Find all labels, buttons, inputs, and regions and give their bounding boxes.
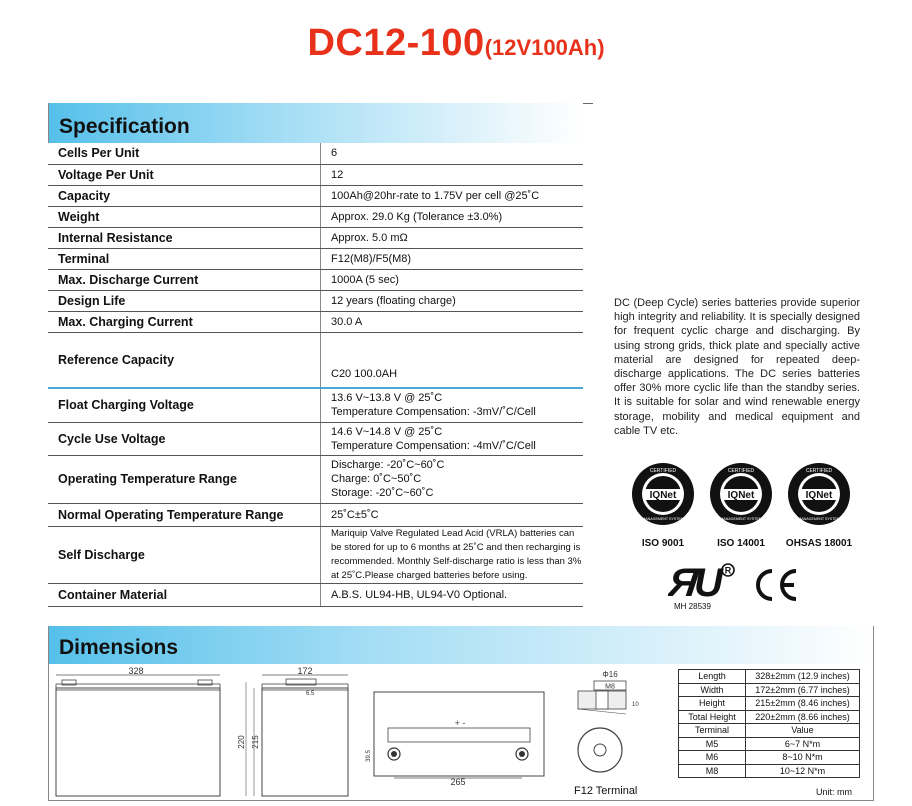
dimensions-table — [678, 669, 860, 778]
spec-row — [48, 269, 583, 290]
dimension-value: 8~10 N*m — [746, 751, 860, 765]
height-label: 215 — [251, 735, 260, 749]
spec-value-line: 30.0 A — [331, 315, 363, 328]
spec-row — [48, 227, 583, 248]
ce-mark — [752, 565, 802, 605]
seal-top: CERTIFIED — [649, 468, 677, 474]
seal-mid: IQNet — [649, 490, 677, 501]
dimension-key: Total Height — [679, 710, 746, 724]
terminal-detail-drawing — [578, 670, 639, 772]
series-description: DC (Deep Cycle) series batteries provide superior high integrity and reliability. It is specially designed for frequent cyclic charge and discharging. By using strong grids, thick plate and specially active material are designed for repeated deep-discharge applications. The DC series batteries offer 30% more cyclic life than the standby series. It is suitable for solar and wind renewable energy storage, mobility and medical equipment and cable TV etc. — [614, 297, 860, 437]
spec-label: Design Life — [48, 290, 321, 311]
spec-row — [48, 503, 583, 526]
iqnet-seal-icon — [787, 462, 851, 526]
dimension-row — [679, 764, 860, 778]
spec-row — [48, 164, 583, 185]
spec-row — [48, 290, 583, 311]
dimension-value: Value — [746, 724, 860, 738]
spec-value-line: C20 100.0AH — [331, 367, 398, 380]
spec-label: Self Discharge — [48, 526, 321, 583]
spec-value-line: Charge: 0˚C~50˚C — [331, 473, 422, 485]
spec-value-line: A.B.S. UL94-HB, UL94-V0 Optional. — [331, 588, 508, 601]
ul-file-number: MH 28539 — [674, 602, 711, 611]
cert-iso-9001 — [628, 462, 698, 549]
seal-mid: IQNet — [805, 490, 833, 501]
spec-value — [321, 185, 584, 206]
product-title — [0, 22, 912, 65]
seal-top: CERTIFIED — [727, 468, 755, 474]
spec-label: Weight — [48, 206, 321, 227]
seal-bottom: MANAGEMENT SYSTEM — [798, 517, 840, 521]
dimension-value: 10~12 N*m — [746, 764, 860, 778]
spec-value — [321, 455, 584, 503]
spec-label: Container Material — [48, 583, 321, 606]
ul-mark — [668, 560, 738, 620]
model-rating: (12V100Ah) — [484, 35, 605, 60]
spec-value-line: Temperature Compensation: -4mV/˚C/Cell — [331, 439, 536, 452]
ul-recognized-icon — [668, 560, 738, 602]
spec-value — [321, 311, 584, 332]
spec-row — [48, 526, 583, 583]
spec-row — [48, 583, 583, 606]
spec-value — [321, 164, 584, 185]
side-view-drawing — [237, 666, 348, 796]
spec-value-line: 12 years (floating charge) — [331, 294, 456, 307]
spec-label: Cells Per Unit — [48, 143, 321, 164]
spec-value — [321, 143, 584, 164]
terminal-caption: F12 Terminal — [574, 785, 638, 797]
spec-label: Operating Temperature Range — [48, 455, 321, 503]
spec-row — [48, 422, 583, 455]
spec-value-line: Discharge: -20˚C~60˚C — [331, 459, 445, 471]
spec-label: Voltage Per Unit — [48, 164, 321, 185]
terminal-bolt-label: M8 — [605, 683, 615, 691]
spec-value — [321, 422, 584, 455]
dimension-row — [679, 751, 860, 765]
svg-text:U: U — [694, 561, 723, 602]
spec-value-line: 6 — [331, 147, 338, 160]
dimensions-heading: Dimensions — [59, 636, 179, 659]
dimension-drawings — [48, 664, 680, 800]
spec-row — [48, 206, 583, 227]
spec-row — [48, 311, 583, 332]
dimension-value: 6~7 N*m — [746, 737, 860, 751]
width-label: 172 — [297, 666, 313, 676]
dimension-value: 172±2mm (6.77 inches) — [746, 683, 860, 697]
model-name: DC12-100 — [307, 22, 485, 64]
spec-row — [48, 455, 583, 503]
spec-label: Cycle Use Voltage — [48, 422, 321, 455]
top-view-drawing — [366, 692, 544, 787]
svg-text:R: R — [724, 565, 732, 576]
spec-value-line: 13.6 V~13.8 V @ 25˚C — [331, 392, 443, 405]
spec-row — [48, 248, 583, 269]
length-label: 328 — [128, 666, 144, 676]
spec-row — [48, 185, 583, 206]
spec-value-line: 1000A (5 sec) — [331, 273, 399, 286]
spec-row — [48, 388, 583, 422]
spec-value — [321, 269, 584, 290]
specification-table — [48, 143, 583, 607]
spec-label: Reference Capacity — [48, 332, 321, 388]
iqnet-seal-icon — [631, 462, 695, 526]
terminal-offset-label: 39.5 — [366, 750, 372, 762]
spec-value — [321, 583, 584, 606]
svg-text:+ -: + - — [454, 718, 466, 728]
unit-label: Unit: mm — [816, 787, 852, 797]
spec-value — [321, 526, 584, 583]
dimension-row — [679, 724, 860, 738]
specification-heading: Specification — [59, 115, 190, 138]
specification-header — [48, 103, 583, 143]
spec-label: Max. Charging Current — [48, 311, 321, 332]
spec-value-line: 25˚C±5˚C — [331, 508, 379, 521]
terminal-diameter-label: Φ16 — [602, 670, 618, 679]
dimension-row — [679, 697, 860, 711]
specification-section — [48, 103, 583, 607]
spec-value — [321, 388, 584, 422]
spec-value-line: 14.6 V~14.8 V @ 25˚C — [331, 425, 443, 438]
spec-value — [321, 290, 584, 311]
spec-label: Capacity — [48, 185, 321, 206]
side-label: 6.5 — [306, 691, 315, 697]
total-height-label: 220 — [237, 735, 246, 749]
dimension-key: Height — [679, 697, 746, 711]
spec-row — [48, 332, 583, 388]
dimension-key: Length — [679, 670, 746, 684]
certification-badges — [628, 462, 868, 562]
dimension-row — [679, 710, 860, 724]
spec-label: Max. Discharge Current — [48, 269, 321, 290]
spec-value-line: 12 — [331, 168, 344, 181]
spec-label: Internal Resistance — [48, 227, 321, 248]
cert-label: ISO 14001 — [717, 538, 765, 549]
cert-label: ISO 9001 — [641, 538, 685, 549]
seal-top: CERTIFIED — [805, 468, 833, 474]
base-length-label: 265 — [450, 777, 466, 787]
spec-value-line: Storage: -20˚C~60˚C — [331, 487, 434, 499]
spec-value — [321, 206, 584, 227]
spec-label: Normal Operating Temperature Range — [48, 503, 321, 526]
terminal-depth-label: 10 — [632, 702, 639, 708]
dimension-key: Width — [679, 683, 746, 697]
spec-value — [321, 503, 584, 526]
dimension-value: 215±2mm (8.46 inches) — [746, 697, 860, 711]
spec-value-line: Mariquip Valve Regulated Lead Acid (VRLA) batteries can be stored for up to 6 months at 25˚C and then recharging is recommended. Monthly Self-discharge ratio is less than 3% at 25˚C.Please charged batteries before using. — [331, 527, 582, 581]
dimension-key: M8 — [679, 764, 746, 778]
spec-value-line: Temperature Compensation: -3mV/˚C/Cell — [331, 406, 536, 419]
iqnet-seal-icon — [709, 462, 773, 526]
seal-bottom: MANAGEMENT SYSTEM — [720, 517, 762, 521]
dimensions-header — [49, 626, 873, 664]
front-view-drawing — [56, 666, 220, 796]
ce-mark-icon — [752, 565, 802, 605]
spec-value-line: Approx. 29.0 Kg (Tolerance ±3.0%) — [331, 210, 503, 223]
dimension-row — [679, 683, 860, 697]
spec-value-line: F12(M8)/F5(M8) — [331, 252, 412, 265]
dimension-row — [679, 670, 860, 684]
cert-ohsas-18001 — [784, 462, 854, 549]
dimension-value: 328±2mm (12.9 inches) — [746, 670, 860, 684]
spec-value-line: 100Ah@20hr-rate to 1.75V per cell @25˚C — [331, 189, 540, 202]
cert-label: OHSAS 18001 — [785, 538, 853, 549]
dimension-value: 220±2mm (8.66 inches) — [746, 710, 860, 724]
seal-mid: IQNet — [727, 490, 755, 501]
dimension-row — [679, 737, 860, 751]
dimension-key: M5 — [679, 737, 746, 751]
spec-value — [321, 248, 584, 269]
svg-text:Я: Я — [668, 560, 702, 602]
spec-value-line: Approx. 5.0 mΩ — [331, 231, 408, 244]
spec-value — [321, 332, 584, 388]
seal-bottom: MANAGEMENT SYSTEM — [642, 517, 684, 521]
spec-label: Float Charging Voltage — [48, 388, 321, 422]
dimension-key: M6 — [679, 751, 746, 765]
spec-value — [321, 227, 584, 248]
spec-row — [48, 143, 583, 164]
dimension-key: Terminal — [679, 724, 746, 738]
spec-label: Terminal — [48, 248, 321, 269]
cert-iso-14001 — [706, 462, 776, 549]
